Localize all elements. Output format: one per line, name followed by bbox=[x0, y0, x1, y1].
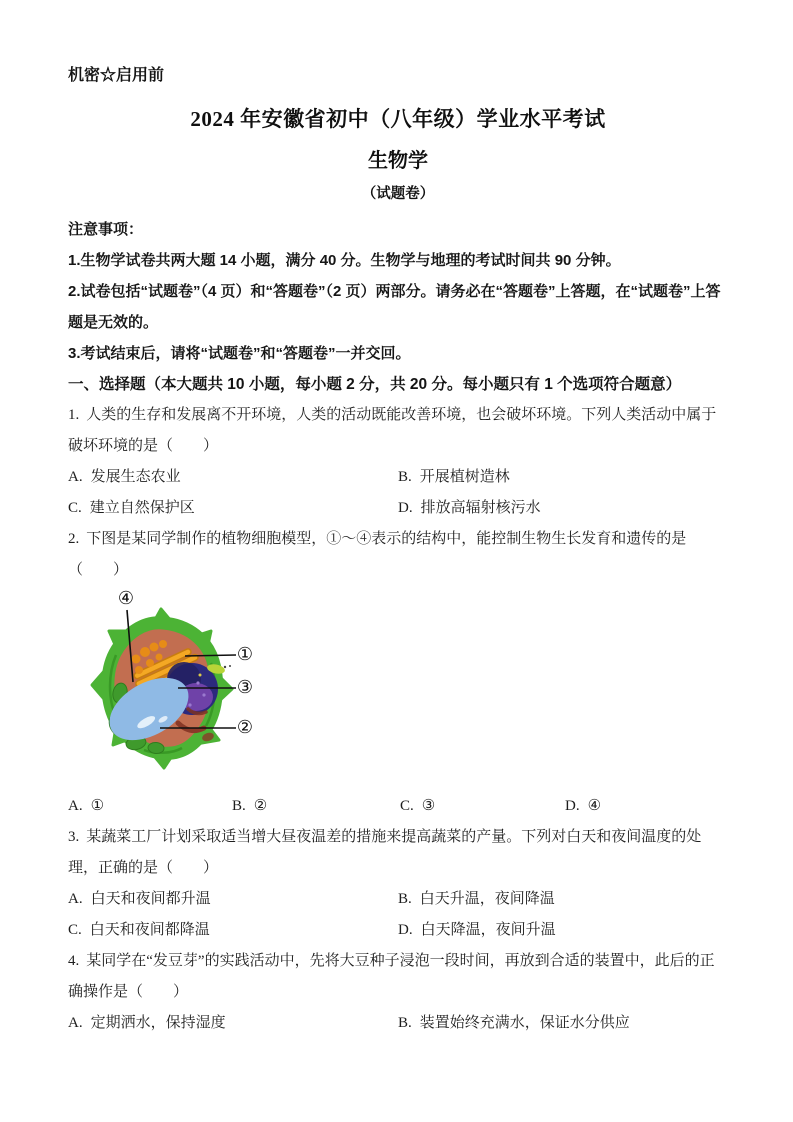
options-grid bbox=[68, 462, 728, 524]
option-text: ③ bbox=[421, 798, 436, 814]
security-mark: 机密☆启用前 bbox=[68, 67, 165, 84]
options-grid bbox=[68, 791, 728, 822]
option-text: 开展植树造林 bbox=[419, 469, 510, 485]
question-text bbox=[68, 400, 728, 462]
plant-cell-figure bbox=[88, 587, 263, 787]
option-a bbox=[68, 1008, 398, 1039]
question-block-3 bbox=[68, 822, 728, 946]
question-block-2 bbox=[68, 524, 728, 822]
subject-title: 生物学 bbox=[368, 150, 428, 172]
callout-label-3: ③ bbox=[236, 677, 254, 698]
option-text: 白天和夜间都升温 bbox=[90, 891, 211, 907]
notice-item-1: 1.生物学试卷共两大题 14 小题，满分 40 分。生物学与地理的考试时间共 90 分钟。 bbox=[68, 252, 621, 269]
option-text: 排放高辐射核污水 bbox=[420, 500, 541, 516]
question-text bbox=[68, 946, 728, 1008]
option-a bbox=[68, 462, 398, 493]
option-text: 白天和夜间都降温 bbox=[89, 922, 210, 938]
question-text bbox=[68, 524, 728, 586]
options-grid bbox=[68, 884, 728, 946]
option-d bbox=[398, 915, 728, 946]
option-text: 白天升温，夜间降温 bbox=[419, 891, 555, 907]
callout-label-2: ② bbox=[236, 717, 254, 738]
option-label: A. bbox=[68, 469, 83, 485]
notice-item-3: 3.考试结束后，请将“试题卷”和“答题卷”一并交回。 bbox=[68, 345, 411, 362]
option-a bbox=[68, 884, 398, 915]
option-b bbox=[398, 884, 728, 915]
callout-label-4: ④ bbox=[117, 588, 135, 609]
option-d bbox=[565, 791, 728, 822]
option-label: C. bbox=[400, 798, 414, 814]
question-text bbox=[68, 822, 728, 884]
question-number: 1. bbox=[68, 407, 80, 423]
option-a bbox=[68, 791, 232, 822]
question-body: 下图是某同学制作的植物细胞模型，①～④表示的结构中，能控制生物生长发育和遗传的是（ ） bbox=[68, 531, 687, 578]
paper-type-label: （试题卷） bbox=[361, 186, 435, 202]
option-text: 装置始终充满水，保证水分供应 bbox=[419, 1015, 630, 1031]
option-c bbox=[68, 493, 398, 524]
question-number: 3. bbox=[68, 829, 80, 845]
option-label: D. bbox=[565, 798, 580, 814]
section-heading: 一、选择题（本大题共 10 小题，每小题 2 分，共 20 分。每小题只有 1 个选项符合题意） bbox=[68, 376, 682, 393]
option-label: B. bbox=[398, 1015, 412, 1031]
option-text: 发展生态农业 bbox=[90, 469, 181, 485]
option-label: A. bbox=[68, 1015, 83, 1031]
option-text: ② bbox=[253, 798, 268, 814]
option-b bbox=[232, 791, 400, 822]
option-label: D. bbox=[398, 500, 413, 516]
exam-title: 2024 年安徽省初中（八年级）学业水平考试 bbox=[190, 107, 606, 131]
option-text: 白天降温，夜间升温 bbox=[420, 922, 556, 938]
notice-item-2: 2.试卷包括“试题卷”（4 页）和“答题卷”（2 页）两部分。请务必在“答题卷”上答题，在“试题卷”上答题是无效的。 bbox=[68, 283, 721, 331]
option-d bbox=[398, 493, 728, 524]
notice-section bbox=[68, 214, 728, 369]
option-label: C. bbox=[68, 500, 82, 516]
question-body: 某同学在“发豆芽”的实践活动中，先将大豆种子浸泡一段时间，再放到合适的装置中，此后的正确操作是（ ） bbox=[68, 953, 715, 1000]
option-b bbox=[398, 462, 728, 493]
question-number: 4. bbox=[68, 953, 80, 969]
option-text: 定期洒水，保持湿度 bbox=[90, 1015, 226, 1031]
question-body: 某蔬菜工厂计划采取适当增大昼夜温差的措施来提高蔬菜的产量。下列对白天和夜间温度的处理，正确的是（ ） bbox=[68, 829, 702, 876]
option-text: ① bbox=[90, 798, 105, 814]
option-label: D. bbox=[398, 922, 413, 938]
option-b bbox=[398, 1008, 728, 1039]
callout-label-1: ① bbox=[236, 644, 254, 665]
option-label: B. bbox=[398, 469, 412, 485]
options-grid bbox=[68, 1008, 728, 1039]
option-label: B. bbox=[232, 798, 246, 814]
option-label: A. bbox=[68, 891, 83, 907]
question-number: 2. bbox=[68, 531, 80, 547]
question-body: 人类的生存和发展离不开环境，人类的活动既能改善环境，也会破坏环境。下列人类活动中属于破坏环境的是（ ） bbox=[68, 407, 717, 454]
option-text: 建立自然保护区 bbox=[89, 500, 195, 516]
option-label: B. bbox=[398, 891, 412, 907]
option-c bbox=[400, 791, 565, 822]
question-block-1 bbox=[68, 400, 728, 524]
question-block-4 bbox=[68, 946, 728, 1039]
option-label: A. bbox=[68, 798, 83, 814]
option-label: C. bbox=[68, 922, 82, 938]
notice-heading: 注意事项： bbox=[68, 221, 144, 238]
option-text: ④ bbox=[587, 798, 602, 814]
option-c bbox=[68, 915, 398, 946]
